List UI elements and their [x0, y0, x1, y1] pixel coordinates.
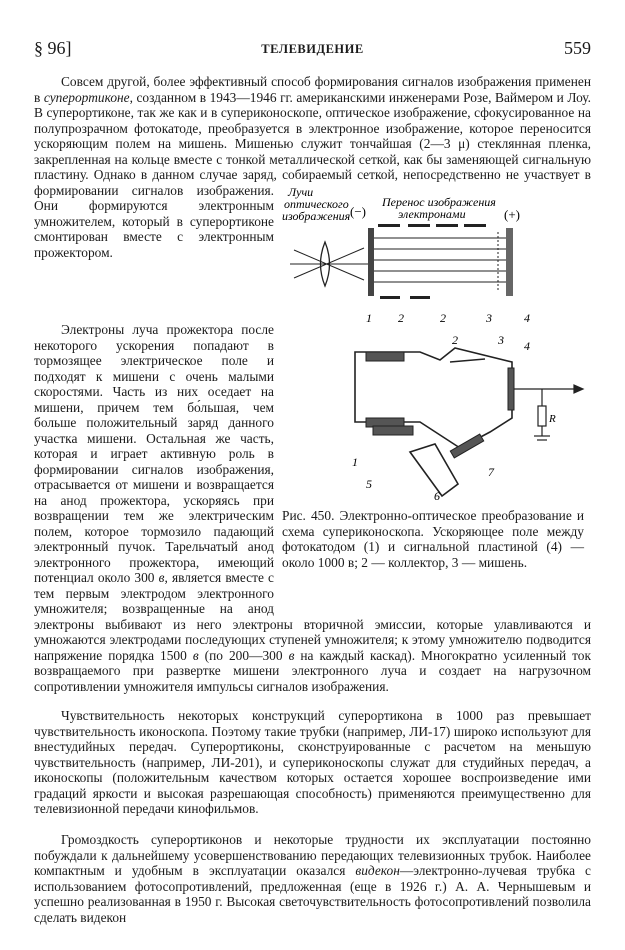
- electron-beams: [374, 238, 506, 282]
- paragraph-2-rest: , является вместе с тем первым электродом электронного умножителя; возвращенные на анод электроны выбивают из него электроны вторичной эмиссии, которые улавливаются и умножаются электродами последующих ступеней умножителя; к этому умножителю подводится напряжение порядка 1500: [34, 570, 591, 663]
- photocathode: [368, 228, 374, 296]
- unit-volt: в: [192, 647, 199, 663]
- tube-electrodes: [366, 352, 514, 458]
- paragraph-3: [34, 708, 591, 817]
- label-minus: (−): [350, 204, 366, 219]
- paragraph-4-term: видекон: [355, 863, 400, 878]
- num-2a: 2: [398, 311, 404, 325]
- figure-caption: [282, 508, 584, 570]
- lens-icon: [290, 242, 368, 286]
- num-3: 3: [486, 311, 492, 325]
- num-b1: 1: [352, 455, 358, 469]
- unit-volt: в: [288, 647, 295, 663]
- paragraph-4: [34, 832, 591, 925]
- collector-bars: [378, 224, 486, 299]
- caption-text: Электронно-оптическое преобразование и схема супериконоскопа. Ускоряющее поле между фотокатодом (1) и сигнальной пластиной (4) — около 1000 в; 2 — коллектор, 3 — мишень.: [282, 508, 584, 570]
- label-light: Лучи: [288, 185, 314, 199]
- paragraph-2-rest3: на каждый каскад). Многократно усиленный ток возвращаемого при развертке мишени электронного луча и создает на нагрузочном сопротивлении умножителя импульсы сигналов изображения.: [34, 647, 591, 694]
- paragraph-1-rest: , созданном в 1943—1946 гг. американскими инженерами Розе, Ваймером и Лоу. В суперортиконе, так же как и в супериконоскопе, оптическое изображение, сфокусированное на полупрозрачном фотокатоде, преобразуется в электронное изображение, которое переносится ускоряющим полем на мишень. Мишенью служит тончайшая (2—3 μ) стеклянная пленка, закрепленная на кольце вместе с тонкой металлической сеткой, как бы заменяющей сигнальную пластину. Однако в данном случае заряд, собираемый сеткой, непосредственно не участвует в формировании сигналов изображения. Они формируются электронным умножителем, который в суперортиконе смонтирован вместе с электронным прожектором.: [34, 89, 591, 260]
- section-number: § 96]: [34, 38, 72, 58]
- paragraph-4-text: Громоздкость суперортиконов и некоторые трудности их эксплуатации постоянно побуждали к дальнейшему усовершенствованию передающих телевизионных трубок. Наиболее компактным и удобным в эксплуатации оказался: [34, 832, 591, 878]
- label-light-3: изображения: [282, 209, 351, 223]
- label-plus: (+): [504, 207, 520, 222]
- num-b4: 4: [524, 339, 530, 353]
- paragraph-3-text: Чувствительность некоторых конструкций суперортикона в 1000 раз превышает чувствительность иконоскопа. Поэтому такие трубки (например, ЛИ-17) широко используют для внестудийных передач. Суперортиконы, сконструированные с расчетом на меньшую чувствительность (например, ЛИ-201), и супериконоскопы служат для студийных передач, а иконоскопы (положительным качеством которых остается хорошее воспроизведение ими градаций яркости и высокая разрешающая способность) применяются преимущественно для телевизионной передачи кинофильмов.: [34, 708, 591, 816]
- figure-450: [280, 184, 595, 504]
- label-transfer-2: электронами: [398, 207, 466, 221]
- num-1: 1: [366, 311, 372, 325]
- page-number: 559: [564, 38, 591, 58]
- paragraph-2-text: Электроны луча прожектора после некоторого ускорения попадают в тормозящее электрическое поле и подходят к мишени с очень малыми скоростями. Часть из них оседает на мишени, причем тем бо́льшая, чем больше положительный заряд данного участка мишени. Остальная же часть, которая и играет активную роль в формировании сигналов изображения, отрасывается от мишени и возвращается на анод прожектора, ускоряясь при возвращении тем же электрическим полем, которое тормозило падающий электронный пучок. Тарельчатый анод электронного прожектора, имеющий потенциал около 300: [34, 322, 274, 585]
- signal-plate: [506, 228, 513, 296]
- label-transfer: Перенос изображения: [382, 195, 496, 209]
- paragraph-2-rest2: (по 200—300: [198, 647, 289, 663]
- running-title: ТЕЛЕВИДЕНИЕ: [261, 42, 364, 56]
- num-4: 4: [524, 311, 530, 325]
- num-2b: 2: [440, 311, 446, 325]
- num-b2: 2: [452, 333, 458, 347]
- paragraph-1-term: суперортиконе: [43, 89, 130, 105]
- num-b7: 7: [488, 465, 494, 479]
- caption-number: 450.: [310, 508, 335, 523]
- unit-volt: в: [158, 570, 165, 585]
- paragraph-1-text: Совсем другой, более эффективный способ формирования сигналов изображения применен в: [34, 74, 591, 105]
- caption-prefix: Рис.: [282, 508, 306, 523]
- num-b5: 5: [366, 477, 372, 491]
- page-header: [34, 38, 591, 60]
- num-b3: 3: [498, 333, 504, 347]
- resistor-label: R: [549, 413, 556, 425]
- label-light-2: оптического: [284, 197, 349, 211]
- paragraph-4-rest: —электронно-лучевая трубка с использованием фотосопротивлений, предложенная (еще в 1926 г.) А. А. Чернышевым и успешно реализованная в 1950 г. Высокая светочувствительность фотосопротивлений позволила сделать видекон: [34, 863, 591, 925]
- num-b6: 6: [434, 489, 440, 503]
